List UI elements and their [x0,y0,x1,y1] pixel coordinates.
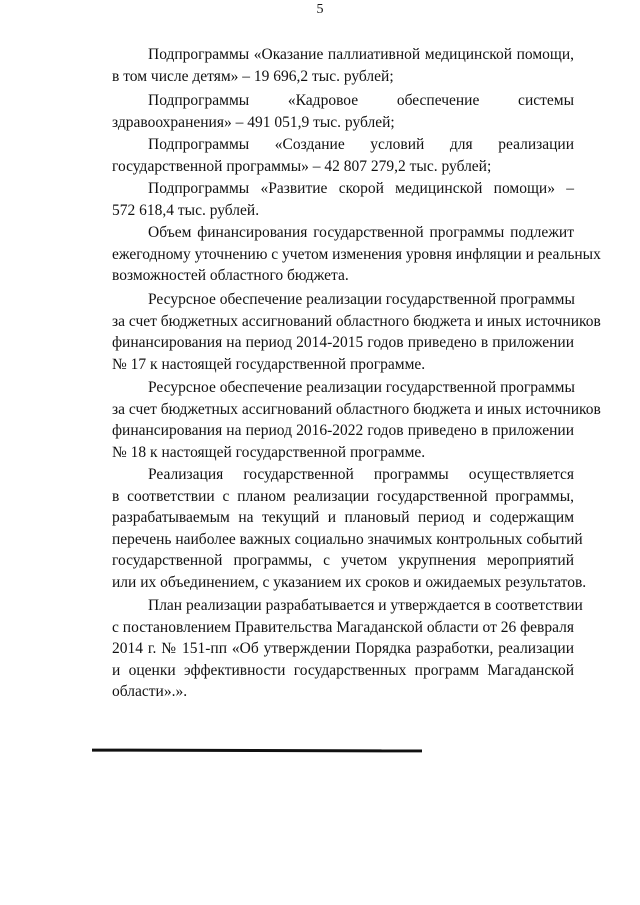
text-line: Подпрограммы «Развитие скорой медицинской помощи» – [148,180,574,197]
text-line: здравоохранения» – 491 051,9 тыс. рублей; [112,113,395,131]
text-line: или их объединением, с указанием их сроков и ожидаемых результатов. [112,573,587,591]
text-line: 572 618,4 тыс. рублей. [112,201,260,219]
text-line: Ресурсное обеспечение реализации государственной программы [148,379,575,396]
paragraph-resources-2014 [112,289,601,375]
text-line: финансирования на период 2014-2015 годов приведено в приложении [112,334,574,351]
text-line: План реализации разрабатывается и утверждается в соответствии [148,597,583,614]
paragraph-palliative [112,44,574,87]
text-line: Объем финансирования государственной программы подлежит [148,224,574,241]
text-line: государственной программы, с учетом укрупнения мероприятий [112,552,574,569]
text-line: Реализация государственной программы осуществляется [148,466,574,483]
text-line: в соответствии с планом реализации государственной программы, [112,487,574,505]
text-line: Подпрограммы «Кадровое обеспечение системы [148,92,574,109]
page-number: 5 [316,2,324,17]
text-line: ежегодному уточнению с учетом изменения уровня инфляции и реальных [112,245,601,263]
text-line: за счет бюджетных ассигнований областного бюджета и иных источников [112,400,601,418]
text-line: Подпрограммы «Создание условий для реализации [148,136,574,153]
paragraph-conditions [112,134,574,177]
paragraph-implementation [112,464,587,593]
text-line: № 17 к настоящей государственной программе. [112,355,426,373]
paragraph-emergency [112,178,574,221]
text-line: Подпрограммы «Оказание паллиативной медицинской помощи, [148,46,574,63]
text-line: перечень наиболее важных социально значимых контрольных событий [112,530,583,548]
paragraph-plan-approval [112,595,583,703]
text-line: и оценки эффективности государственных программ Магаданской [112,661,574,679]
text-line: финансирования на период 2016-2022 годов приведено в приложении [112,422,574,439]
paragraph-financing-volume [112,222,601,287]
text-line: в том числе детям» – 19 696,2 тыс. рублей; [112,67,394,85]
text-line: государственной программы» – 42 807 279,2 тыс. рублей; [112,157,492,175]
text-line: 2014 г. № 151-пп «Об утверждении Порядка разработки, реализации [112,640,574,657]
text-line: № 18 к настоящей государственной программе. [112,443,426,461]
paragraph-resources-2016 [112,377,601,463]
horizontal-rule [92,749,422,753]
text-line: разрабатываемым на текущий и плановый период и содержащим [112,509,574,526]
text-line: возможностей областного бюджета. [112,267,349,284]
text-line: с постановлением Правительства Магаданской области от 26 февраля [112,618,574,636]
paragraph-staffing [112,90,574,133]
text-line: за счет бюджетных ассигнований областного бюджета и иных источников [112,312,601,330]
text-line: Ресурсное обеспечение реализации государственной программы [148,291,575,308]
text-line: области».». [112,683,188,700]
